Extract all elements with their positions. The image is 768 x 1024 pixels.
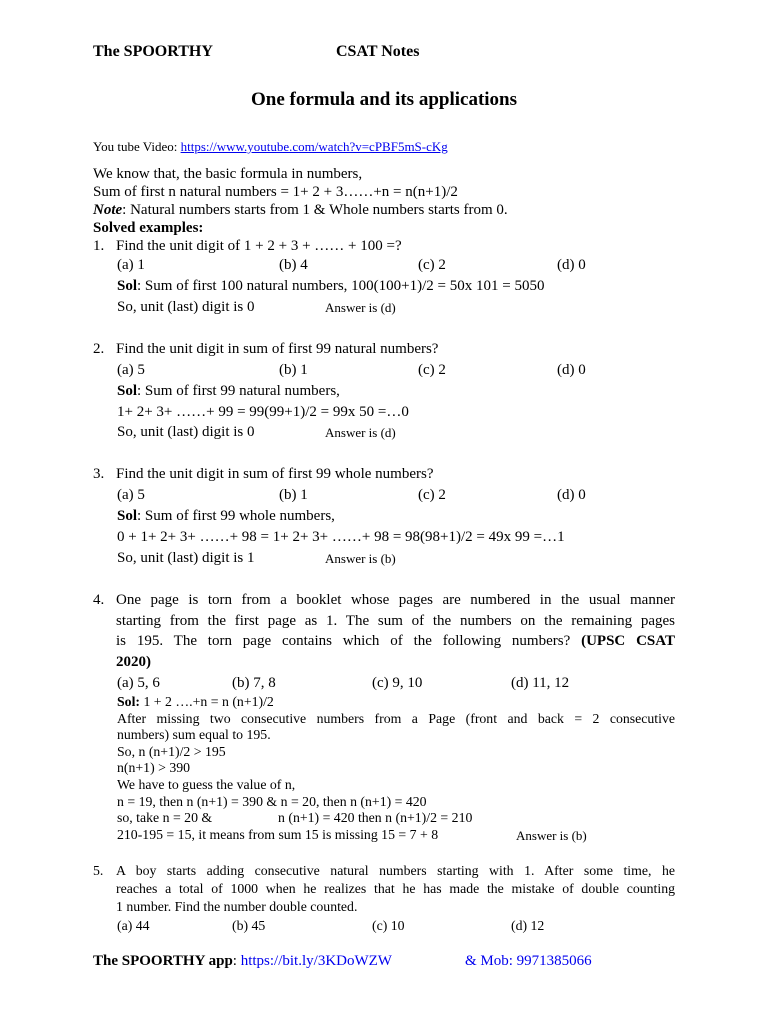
q3-answer: Answer is (b) bbox=[325, 551, 396, 566]
q4-sol-label: Sol: bbox=[117, 694, 140, 709]
note-label: Note bbox=[93, 202, 123, 218]
q1-number: 1. bbox=[93, 238, 105, 254]
note-text: : Natural numbers starts from 1 & Whole numbers starts from 0. bbox=[122, 202, 508, 218]
q3-option-c: (c) 2 bbox=[418, 487, 446, 503]
q2-option-c: (c) 2 bbox=[418, 362, 446, 378]
q4-step-3: So, n (n+1)/2 > 195 bbox=[117, 744, 226, 759]
footer-app-label: The SPOORTHY app bbox=[93, 953, 233, 969]
q2-text: Find the unit digit in sum of first 99 natural numbers? bbox=[116, 341, 439, 357]
q1-option-d: (d) 0 bbox=[557, 257, 586, 273]
q5-option-c: (c) 10 bbox=[372, 918, 405, 933]
q4-step-5: We have to guess the value of n, bbox=[117, 777, 296, 792]
q2-working: 1+ 2+ 3+ ……+ 99 = 99(99+1)/2 = 99x 50 =…0 bbox=[117, 404, 409, 420]
q5-line-2: reaches a total of 1000 when he realizes that he has made the mistake of double counting bbox=[116, 881, 675, 896]
q4-sol-text: 1 + 2 ….+n = n (n+1)/2 bbox=[140, 694, 274, 709]
q1-sol-text: : Sum of first 100 natural numbers, 100(100+1)/2 = 50x 101 = 5050 bbox=[137, 278, 545, 294]
footer-app-link[interactable]: https://bit.ly/3KDoWZW bbox=[240, 953, 392, 969]
intro-line-2: Sum of first n natural numbers = 1+ 2 + 3……+n = n(n+1)/2 bbox=[93, 184, 458, 200]
video-line bbox=[93, 139, 448, 155]
q3-solution bbox=[117, 508, 335, 525]
q4-source: (UPSC CSAT bbox=[570, 633, 675, 649]
header-brand: The SPOORTHY bbox=[93, 43, 213, 60]
q5-option-d: (d) 12 bbox=[511, 918, 545, 933]
footer-colon: : bbox=[232, 953, 241, 969]
q2-sol-text: : Sum of first 99 natural numbers, bbox=[137, 383, 340, 399]
q4-step-1: After missing two consecutive numbers from a Page (front and back = 2 consecutive bbox=[117, 711, 675, 726]
q4-step-7b: n (n+1) = 420 then n (n+1)/2 = 210 bbox=[278, 810, 473, 825]
q2-option-d: (d) 0 bbox=[557, 362, 586, 378]
q3-option-d: (d) 0 bbox=[557, 487, 586, 503]
q1-answer: Answer is (d) bbox=[325, 300, 396, 315]
q5-line-3: 1 number. Find the number double counted. bbox=[116, 899, 358, 914]
q3-option-a: (a) 5 bbox=[117, 487, 145, 503]
q4-step-6: n = 19, then n (n+1) = 390 & n = 20, then n (n+1) = 420 bbox=[117, 794, 427, 809]
q4-answer: Answer is (b) bbox=[516, 828, 587, 843]
q3-number: 3. bbox=[93, 466, 105, 482]
q4-option-a: (a) 5, 6 bbox=[117, 675, 160, 691]
q1-conclusion: So, unit (last) digit is 0 bbox=[117, 299, 255, 315]
q3-option-b: (b) 1 bbox=[279, 487, 308, 503]
q4-option-d: (d) 11, 12 bbox=[511, 675, 570, 691]
q2-number: 2. bbox=[93, 341, 105, 357]
q1-sol-label: Sol bbox=[117, 278, 138, 294]
q4-line-3 bbox=[116, 633, 675, 650]
q1-option-b: (b) 4 bbox=[279, 257, 308, 273]
footer-app bbox=[93, 953, 392, 970]
q4-step-4: n(n+1) > 390 bbox=[117, 760, 191, 775]
q5-number: 5. bbox=[93, 863, 104, 878]
q4-step-2: numbers) sum equal to 195. bbox=[117, 727, 271, 742]
q4-solution bbox=[117, 694, 274, 710]
q2-solution bbox=[117, 383, 340, 400]
q3-conclusion: So, unit (last) digit is 1 bbox=[117, 550, 255, 566]
footer-mobile: & Mob: 9971385066 bbox=[465, 953, 592, 969]
q4-option-b: (b) 7, 8 bbox=[232, 675, 276, 691]
q4-line-3-text: is 195. The torn page contains which of the following numbers? bbox=[116, 633, 571, 649]
q3-sol-label: Sol bbox=[117, 508, 138, 524]
q2-option-a: (a) 5 bbox=[117, 362, 145, 378]
intro-note bbox=[93, 202, 508, 219]
q4-step-7a: so, take n = 20 & bbox=[117, 810, 213, 825]
page-title: One formula and its applications bbox=[250, 89, 518, 110]
q3-sol-text: : Sum of first 99 whole numbers, bbox=[137, 508, 335, 524]
q4-step-8: 210-195 = 15, it means from sum 15 is missing 15 = 7 + 8 bbox=[117, 827, 439, 842]
solved-heading: Solved examples: bbox=[93, 220, 204, 236]
q3-text: Find the unit digit in sum of first 99 whole numbers? bbox=[116, 466, 434, 482]
q5-option-a: (a) 44 bbox=[117, 918, 150, 933]
q5-line-1: A boy starts adding consecutive natural numbers starting with 1. After some time, he bbox=[116, 863, 675, 878]
q3-working: 0 + 1+ 2+ 3+ ……+ 98 = 1+ 2+ 3+ ……+ 98 = 98(98+1)/2 = 49x 99 =…1 bbox=[117, 529, 565, 545]
q2-conclusion: So, unit (last) digit is 0 bbox=[117, 424, 255, 440]
q5-option-b: (b) 45 bbox=[232, 918, 266, 933]
q2-option-b: (b) 1 bbox=[279, 362, 308, 378]
q1-option-a: (a) 1 bbox=[117, 257, 145, 273]
intro-line-1: We know that, the basic formula in numbers, bbox=[93, 166, 363, 182]
q1-text: Find the unit digit of 1 + 2 + 3 + …… + 100 =? bbox=[116, 238, 402, 254]
q4-line-2: starting from the first page as 1. The sum of the numbers on the remaining pages bbox=[116, 613, 675, 629]
q2-answer: Answer is (d) bbox=[325, 425, 396, 440]
q2-sol-label: Sol bbox=[117, 383, 138, 399]
video-label: You tube Video: bbox=[93, 139, 181, 154]
header-notes: CSAT Notes bbox=[336, 43, 420, 60]
q4-option-c: (c) 9, 10 bbox=[372, 675, 423, 691]
q1-option-c: (c) 2 bbox=[418, 257, 446, 273]
video-link[interactable]: https://www.youtube.com/watch?v=cPBF5mS-cKg bbox=[180, 139, 448, 154]
q1-solution bbox=[117, 278, 544, 295]
q4-year: 2020) bbox=[116, 654, 151, 670]
q4-number: 4. bbox=[93, 592, 105, 608]
q4-line-1: One page is torn from a booklet whose pages are numbered in the usual manner bbox=[116, 592, 675, 608]
